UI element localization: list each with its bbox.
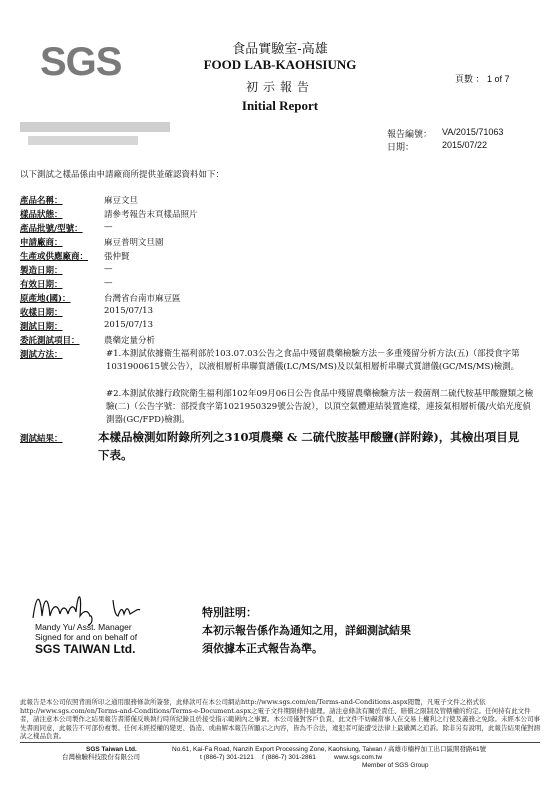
lab-title-cn: 食品實驗室-高雄	[232, 42, 328, 57]
footer-divider	[20, 742, 540, 743]
field-batch-no	[20, 222, 540, 234]
footer-tel: t (886-7) 301-2121	[200, 754, 254, 761]
footer-member: Member of SGS Group	[362, 762, 429, 769]
field-value: —	[104, 278, 113, 288]
method-text-1: #1.本測試依據衛生福利部於103.07.03公告之食品中殘留農藥檢驗方法－多重殘留分析方法(五)（部授食字第1031900615號公告），以液相層析串聯質譜儀(LC/MS/MS)及以氣相層析串聯式質譜儀(GC/MS/MS)檢測。	[106, 349, 520, 372]
intro-text: 以下測試之樣品係由申請廠商所提供並確認資料如下：	[20, 170, 225, 180]
field-label: 收樣日期：	[20, 308, 63, 318]
field-value: —	[104, 222, 113, 232]
field-value: 麻豆文旦	[104, 196, 139, 206]
page-number: 頁數 ： 1 of 7	[455, 74, 510, 84]
field-received-date	[20, 306, 540, 318]
field-label: 測試日期：	[20, 322, 63, 332]
field-label: 申請廠商：	[20, 238, 63, 248]
field-origin	[20, 292, 540, 304]
result-text: 本樣品檢測如附錄所列之310項農藥 & 二硫代胺基甲酸鹽(詳附錄)，其檢出項目見下表。	[98, 430, 520, 462]
signer-company: SGS TAIWAN Ltd.	[35, 642, 136, 656]
test-method	[20, 348, 540, 438]
field-value: —	[104, 264, 113, 274]
field-value: 請參考報告末頁樣品照片	[104, 210, 198, 220]
report-date: 2015/07/22	[442, 140, 488, 150]
note-title: 特別註明：	[202, 606, 257, 619]
footer-web: www.sgs.com.tw	[334, 754, 383, 761]
field-value: 農藥定量分析	[104, 336, 156, 346]
field-value: 台灣省台南市麻豆區	[104, 294, 181, 304]
note-line-2: 須依據本正式報告為準。	[202, 642, 323, 655]
field-mfg-date	[20, 264, 540, 276]
date-label: 日期：	[387, 142, 415, 152]
method-text-2: #2.本測試依據行政院衛生福利部102年09月06日公告食品中殘留農藥檢驗方法－殺菌劑二硫代胺基甲酸鹽類之檢驗(二)（公告字號：部授食字第1021950329號公告說），以頂空氣體連結裝置進樣，連接氣相層析儀/火焰光度偵測器(GC/FPD)檢測。	[106, 389, 534, 425]
result-label: 測試結果：	[20, 434, 63, 444]
field-sample-state	[20, 208, 540, 220]
field-applicant	[20, 236, 540, 248]
field-label: 樣品狀態：	[20, 210, 63, 220]
redacted-address	[20, 122, 170, 132]
handwritten-signature	[28, 586, 178, 626]
disclaimer: 此報告是本公司依照背面所印之通用服務條款所簽發，此條款可在本公司網站http://www.sgs.com/en/Terms-and-Conditions.aspx閱覽，凡電子文件之格式依http://www.sgs.com/en/Terms-and-Conditions/Terms-e-Document.aspx之電子文件期限條件處理。請注意條款有關於責任、賠償之限制及管轄權的約定。任何持有此文件者，請注意本公司製作之結果報告書將僅反映執行時所紀錄且於接受指示範圍內之事實。本公司僅對客戶負責，此文件不妨礙當事人在交易上權利之行使及義務之免除。未經本公司事先書面同意，此報告不可部份複製。任何未經授權的變更、偽造、或曲解本報告所顯示之內容，皆為不合法，違犯者可能遭受法律上最嚴厲之追訴。除非另有說明，此報告結果僅對測試之樣品負責。	[20, 698, 540, 740]
footer-company: SGS Taiwan Ltd.	[86, 746, 137, 753]
field-test-item	[20, 334, 540, 346]
field-label: 生產或供應廠商：	[20, 252, 89, 262]
field-product-name	[20, 194, 540, 206]
footer-address: No.61, Kai-Fa Road, Nanzih Export Processing Zone, Kaohsiung, Taiwan / 高雄市楠梓加工出口區開發路61號	[172, 746, 487, 753]
field-label: 產品批號/型號：	[20, 224, 83, 234]
field-label: 原產地(國)：	[20, 294, 71, 304]
report-no: VA/2015/71063	[442, 127, 504, 137]
field-value: 2015/07/13	[104, 306, 153, 316]
note-line-1: 本初示報告係作為通知之用，詳細測試結果	[202, 624, 411, 637]
footer-company-cn: 台灣檢驗科技股份有限公司	[62, 754, 140, 761]
field-label: 委託測試項目：	[20, 336, 80, 346]
field-label: 製造日期：	[20, 266, 63, 276]
special-note	[202, 604, 411, 658]
field-value: 麻豆普明文旦園	[104, 238, 164, 248]
redacted-address-line2	[28, 136, 138, 145]
field-supplier	[20, 250, 540, 262]
report-title-cn: 初示報告	[245, 80, 314, 94]
signer-name: Mandy Yu/ Asst. Manager	[35, 622, 132, 632]
field-label: 有效日期：	[20, 280, 63, 290]
field-value: 張仲賢	[104, 252, 130, 262]
lab-title-en: FOOD LAB-KAOHSIUNG	[203, 57, 357, 72]
logo-text: SGS	[40, 40, 122, 84]
field-label: 產品名稱：	[20, 196, 63, 206]
method-label: 測試方法：	[20, 350, 63, 360]
field-exp-date	[20, 278, 540, 290]
footer-fax: f (886-7) 301-2861	[262, 754, 316, 761]
field-value: 2015/07/13	[104, 320, 153, 330]
report-title-en: Initial Report	[241, 98, 319, 113]
report-no-label: 報告編號：	[387, 129, 433, 139]
test-result	[20, 428, 540, 468]
field-test-date	[20, 320, 540, 332]
signed-on-behalf: Signed for and on behalf of	[35, 632, 138, 642]
